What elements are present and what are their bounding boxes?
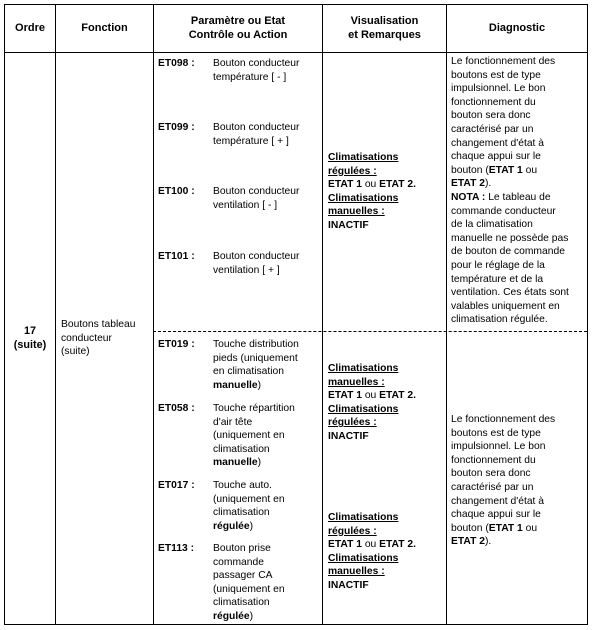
param-span: ): [257, 379, 262, 391]
diag-line: impulsionnel. Le bon: [451, 83, 546, 95]
param-label-line: Touche auto.: [213, 480, 272, 491]
param-label-line: (uniquement en: [213, 493, 285, 505]
header-separator: [4, 52, 588, 53]
param-code: ET100 :: [158, 186, 195, 197]
col-border-3: [322, 4, 323, 625]
col-border-5: [587, 4, 588, 625]
visu-line: Climatisations: [328, 552, 399, 564]
header-fonction: Fonction: [81, 22, 128, 34]
etat-value: ETAT 1: [488, 522, 523, 534]
fonction-line3: (suite): [61, 346, 90, 358]
param-code: ET113 :: [158, 543, 195, 554]
etat-value: ETAT 2: [379, 539, 414, 551]
diag-line: valables uniquement en: [451, 300, 560, 312]
param-label-line: d'air tête: [213, 416, 253, 428]
diag-line: [451, 191, 587, 205]
diag-line: manuelle ne possède pas: [451, 232, 569, 244]
diag-line: changement d'état à: [451, 495, 544, 507]
visu-line: régulées :: [328, 525, 377, 537]
diag-line: pour le réglage de la: [451, 259, 545, 271]
param-label-line: en climatisation: [213, 366, 284, 378]
param-label-line: pieds (uniquement: [213, 352, 298, 364]
ordre-number: 17: [23, 325, 36, 337]
diag-line: commande conducteur: [451, 205, 556, 217]
visu-dot: .: [413, 179, 416, 191]
etat-value: ETAT 2: [379, 390, 414, 402]
diag-span: ).: [484, 178, 492, 190]
visu-ou: ou: [361, 390, 380, 402]
param-label-line: [213, 520, 285, 534]
etat-value: ETAT 1: [328, 179, 362, 191]
header-parametre: [154, 14, 322, 42]
diag-line: [451, 535, 587, 549]
etat-value: ETAT 2: [379, 179, 414, 191]
param-label-line: (uniquement en: [213, 430, 285, 442]
col-border-0: [4, 4, 5, 625]
diag-line: boutons est de type: [451, 69, 541, 81]
etat-value: ETAT 1: [328, 539, 362, 551]
param-label-line: [213, 379, 299, 393]
param-label: [213, 57, 299, 84]
param-code: ET101 :: [158, 251, 195, 262]
param-label-line: commande: [213, 556, 264, 568]
param-label-line: Bouton conducteur: [213, 251, 300, 262]
diag-span: ).: [484, 536, 492, 548]
table-border-bottom: [4, 624, 588, 625]
visu-dot: .: [413, 390, 416, 402]
diag-line: caractérisé par un: [451, 481, 534, 493]
diag-line: Le fonctionnement des: [451, 414, 556, 425]
param-code: ET019 :: [158, 339, 195, 350]
param-code: ET017 :: [158, 480, 195, 491]
diag-span: ou: [522, 522, 538, 534]
visu-line: manuelles :: [328, 376, 385, 388]
param-label: [213, 185, 299, 212]
diag-line: Le fonctionnement des: [451, 56, 556, 67]
param-label-line: [213, 610, 285, 624]
header-parametre-line2: Contrôle ou Action: [188, 29, 288, 41]
diagnostic-text: [451, 413, 587, 549]
header-parametre-line1: Paramètre ou Etat: [190, 15, 286, 27]
param-label-line: Bouton prise: [213, 543, 271, 554]
visu-etat-line: [328, 389, 446, 403]
visu-inactif: INACTIF: [328, 579, 369, 591]
param-label-line: Touche répartition: [213, 403, 295, 414]
visu-line: Climatisations: [328, 512, 399, 523]
param-label-line: passager CA: [213, 570, 273, 582]
diag-line: climatisation régulée.: [451, 314, 548, 326]
diag-line: [451, 164, 587, 178]
col-border-1: [55, 4, 56, 625]
param-bold: manuelle: [213, 457, 258, 469]
param-label-line: climatisation: [213, 597, 270, 609]
diagnostic-text: [451, 55, 587, 327]
param-label-line: température [ - ]: [213, 71, 287, 83]
param-label-line: ventilation [ + ]: [213, 264, 280, 276]
param-label: [213, 250, 299, 277]
diag-line: chaque appui sur le: [451, 509, 541, 521]
visu-line: Climatisations: [328, 403, 399, 415]
diag-span: ou: [522, 164, 538, 176]
param-label-line: ventilation [ - ]: [213, 199, 278, 211]
visu-remarks: [328, 362, 446, 444]
visu-remarks: [328, 151, 446, 233]
etat-value: ETAT 1: [488, 164, 523, 176]
param-label-line: Bouton conducteur: [213, 58, 300, 69]
diag-line: [451, 522, 587, 536]
diag-line: fonctionnement du: [451, 454, 536, 466]
ordre-cell: [5, 325, 55, 352]
param-span: ): [249, 520, 254, 532]
param-label-line: [213, 456, 295, 470]
diag-line: température et de la: [451, 273, 544, 285]
ordre-suffix: (suite): [13, 338, 47, 351]
visu-dot: .: [413, 539, 416, 551]
visu-inactif: INACTIF: [328, 219, 369, 231]
param-label: [213, 479, 285, 533]
param-label-line: température [ + ]: [213, 135, 289, 147]
param-code: ET098 :: [158, 58, 195, 69]
diag-span: Le tableau de: [485, 191, 551, 203]
header-visu-line1: Visualisation: [350, 15, 419, 27]
param-code: ET099 :: [158, 122, 195, 133]
visu-line: manuelles :: [328, 206, 385, 218]
param-span: ): [249, 610, 254, 622]
param-bold: manuelle: [213, 379, 258, 391]
param-label-line: climatisation: [213, 507, 270, 519]
visu-etat-line: [328, 538, 446, 552]
diag-line: fonctionnement du: [451, 96, 536, 108]
fonction-cell: [61, 318, 153, 359]
diag-line: de bouton de commande: [451, 246, 565, 258]
param-code: ET058 :: [158, 403, 195, 414]
param-label: [213, 402, 295, 470]
param-bold: régulée: [213, 520, 250, 532]
param-bold: régulée: [213, 610, 250, 622]
fonction-line2: conducteur: [61, 332, 112, 344]
param-label-line: (uniquement en: [213, 583, 285, 595]
diag-line: chaque appui sur le: [451, 151, 541, 163]
etat-value: ETAT 1: [328, 390, 362, 402]
visu-line: Climatisations: [328, 192, 399, 204]
visu-line: Climatisations: [328, 363, 399, 374]
etat-value: ETAT 2: [451, 178, 485, 190]
diag-line: boutons est de type: [451, 427, 541, 439]
diag-line: [451, 177, 587, 191]
param-label: [213, 121, 299, 148]
header-visu-line2: et Remarques: [348, 29, 421, 41]
diag-line: bouton sera donc: [451, 468, 531, 480]
param-label-line: Touche distribution: [213, 339, 299, 350]
param-label: [213, 338, 299, 392]
header-diagnostic: Diagnostic: [488, 22, 546, 34]
visu-line: manuelles :: [328, 566, 385, 578]
visu-line: Climatisations: [328, 152, 399, 163]
col-border-4: [446, 4, 447, 625]
visu-line: régulées :: [328, 417, 377, 429]
param-label: [213, 542, 285, 624]
param-label-line: Bouton conducteur: [213, 186, 300, 197]
diag-line: de la climatisation: [451, 219, 533, 231]
visu-inactif: INACTIF: [328, 430, 369, 442]
diag-line: impulsionnel. Le bon: [451, 441, 546, 453]
visu-remarks: [328, 511, 446, 593]
param-label-line: climatisation: [213, 443, 270, 455]
diag-line: changement d'état à: [451, 137, 544, 149]
col-border-2: [153, 4, 154, 625]
table-border-top: [4, 4, 588, 5]
diag-line: caractérisé par un: [451, 123, 534, 135]
fonction-line1: Boutons tableau: [61, 319, 136, 330]
visu-etat-line: [328, 178, 446, 192]
diag-line: bouton sera donc: [451, 110, 531, 122]
visu-ou: ou: [361, 179, 380, 191]
diag-span: bouton (: [451, 164, 489, 176]
visu-ou: ou: [361, 539, 380, 551]
diag-line: ventilation. Ces états sont: [451, 287, 569, 299]
etat-value: ETAT 2: [451, 536, 485, 548]
header-visualisation: [323, 14, 446, 42]
nota-label: NOTA :: [451, 191, 486, 203]
visu-line: régulées :: [328, 165, 377, 177]
header-ordre: Ordre: [15, 22, 45, 34]
section-divider: [153, 331, 587, 332]
param-label-line: Bouton conducteur: [213, 122, 300, 133]
param-span: ): [257, 457, 262, 469]
diag-span: bouton (: [451, 522, 489, 534]
